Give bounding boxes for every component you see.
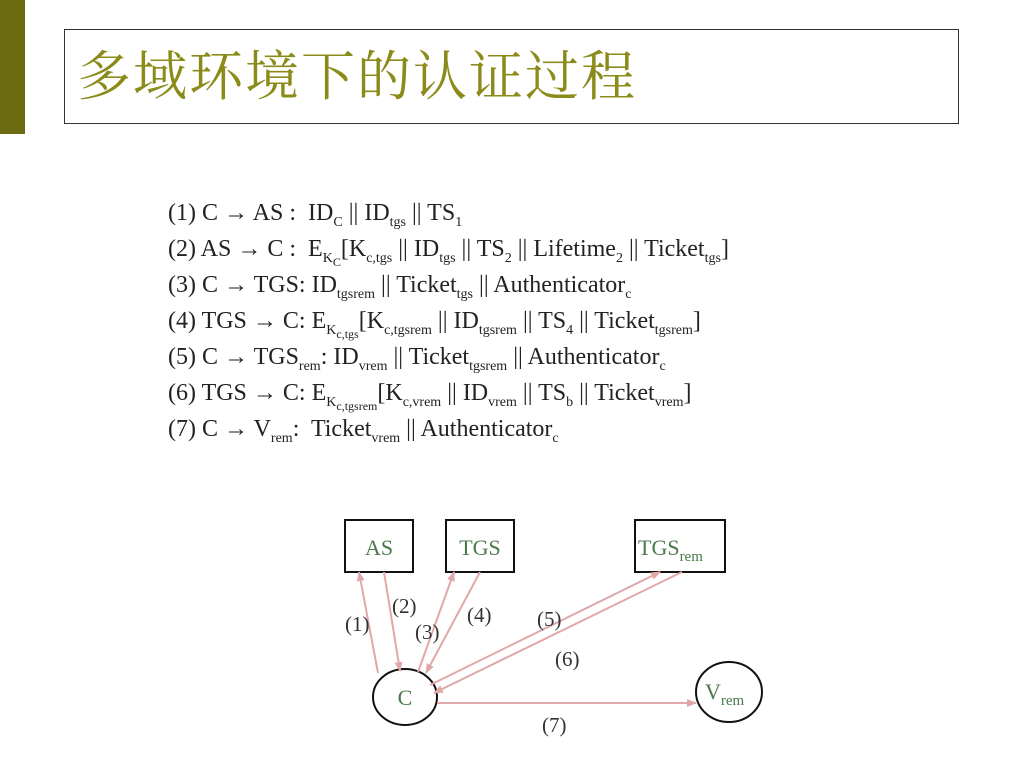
node-client: [373, 669, 437, 725]
node-v-rem: [696, 662, 762, 722]
authentication-flow-diagram: [330, 505, 780, 755]
accent-bar: [0, 0, 25, 134]
edge-label-1: (1): [345, 612, 370, 636]
edge-label-7: (7): [542, 713, 567, 737]
svg-text:TGS: TGS: [459, 535, 501, 560]
node-tgs-rem: [635, 520, 725, 572]
protocol-step-1: (1) C → AS : $ID_C$ || $ID_{tgs}$ || $TS_1$: [168, 200, 463, 230]
edge-label-6: (6): [555, 647, 580, 671]
protocol-step-5: (5) $C \to TGS_{rem}$: $ID_{vrem}$ || Ticket$_{tgsrem}$ || Authenticator$_c$: [168, 344, 666, 374]
svg-text:TGSrem: $TGS_{rem}$: [638, 535, 703, 565]
svg-text:Vrem: $V_{rem}$: [705, 679, 745, 709]
node-as: [345, 520, 413, 572]
protocol-step-6: (6) TGS → C: $E_{K_{c,tgsrem}}[K_{c,vrem}$ || $ID_{vrem}$ || $TS_b$ || Ticket$_{vrem}$]: [168, 380, 692, 413]
title-box: [64, 29, 959, 124]
protocol-step-2: (2) AS → C : $E_{K_C}[K_{c,tgs}$ || $ID_{tgs}$ || $TS_2$ || Lifetime$_2$ || Ticket$_{tgs}$]: [168, 236, 729, 269]
edge-label-3: (3): [415, 620, 440, 644]
protocol-step-3: (3) C → TGS: $ID_{tgsrem}$ || Ticket$_{tgs}$ || Authenticator$_c$: [168, 272, 632, 302]
protocol-step-7: (7) $C \to V_{rem}$: Ticket$_{vrem}$ || Authenticator$_c$: [168, 416, 559, 446]
node-tgs: [446, 520, 514, 572]
svg-text:C: C: [397, 685, 413, 710]
slide-title: 多域环境下的认证过程: [77, 45, 637, 108]
protocol-step-4: (4) TGS → C: $E_{K_{c,tgs}}[K_{c,tgsrem}$ || $ID_{tgsrem}$ || $TS_4$ || Ticket$_{tgsrem}$]: [168, 308, 701, 341]
arrow-2: [384, 572, 400, 671]
protocol-steps: [168, 195, 729, 447]
edge-label-2: (2): [392, 594, 417, 618]
edge-label-5: (5): [537, 607, 562, 631]
svg-text:AS: AS: [364, 535, 394, 560]
edge-label-4: (4): [467, 603, 492, 627]
